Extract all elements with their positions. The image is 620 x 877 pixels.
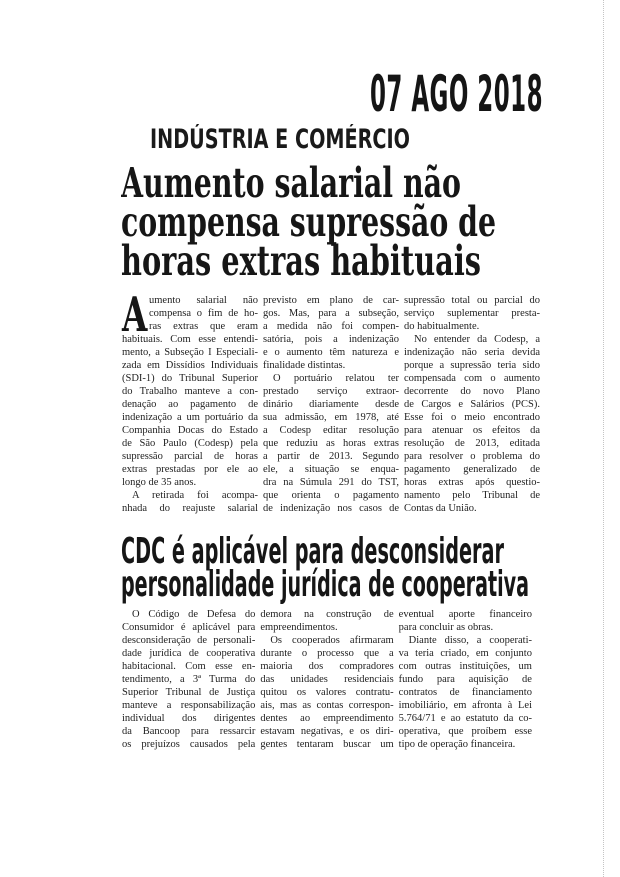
article-text-line: (SDI-1) do Tribunal Superior (122, 373, 258, 384)
article-text-line: fundo para aquisição de (398, 674, 532, 685)
article-text-line: durante o processo que a (260, 648, 394, 659)
article-text-line: compensa o fim de ho- (149, 308, 258, 319)
article-text-line: tipo de operação financeira. (398, 739, 516, 750)
headline-line: personalidade jurídica de cooperativa (121, 564, 529, 605)
article-text-line: que reduziu as horas extras (263, 438, 399, 449)
article-text-line: supressão parcial de horas (122, 451, 258, 462)
article-text-line: nhada do reajuste salarial (122, 503, 258, 514)
article-1-body (122, 287, 540, 516)
article-1-columns (122, 294, 540, 516)
article-text-line: Consumidor é aplicável para (122, 622, 256, 633)
article-text-line: com outras instituições, um (398, 661, 532, 672)
article-text-line: Diante disso, a cooperati- (408, 635, 532, 646)
article-text-line: decorrente do novo Plano (404, 386, 540, 397)
article-text-line: manteve a responsabilização (122, 700, 256, 711)
article-text-line: previsto em plano de car- (263, 295, 399, 306)
article-text-line: extras prestadas por ele ao (122, 464, 258, 475)
article-text-line: umento salarial não (149, 295, 258, 306)
date-stamp (370, 64, 590, 128)
article-text-line: estavam negativas, e os diri- (260, 726, 394, 737)
article-text-line: resolução de 2013, editada (404, 438, 540, 449)
article-text-line: satória, pois a indenização (263, 334, 399, 345)
article-text-line: dra na Súmula 291 do TST, (263, 477, 399, 488)
article-2-headline (121, 531, 561, 611)
article-text-line: gentes tentaram buscar um (260, 739, 394, 750)
headline-row (121, 237, 561, 285)
article-text-line: longo de 35 anos. (122, 477, 197, 488)
article-text-line: mento, a Subseção I Especiali- (122, 347, 258, 358)
article-text-line: O portuário relatou ter (273, 373, 399, 384)
article-text-line: zada em Dissídios Individuais (122, 360, 258, 371)
article-text-line: ras extras que eram (149, 321, 258, 332)
headline-line: CDC é aplicável para desconsiderar (121, 531, 504, 572)
article-text-line: empreendimentos. (260, 622, 338, 633)
article-2-columns (122, 608, 532, 753)
article-text-line: do habitualmente. (404, 321, 480, 332)
drop-cap: A (122, 287, 148, 343)
article-text-line: da Bancoop para ressarcir (122, 726, 256, 737)
article-text-line: gos. Mas, para a subseção, (263, 308, 399, 319)
article-text-line: maioria dos compradores (260, 661, 394, 672)
article-text-line: e o aumento têm natureza e (263, 347, 399, 358)
headline-line: Aumento salarial não (121, 160, 461, 207)
article-text-line: compensada com o aumento (404, 373, 540, 384)
article-text-line: ais, mas as contas correspon- (260, 700, 394, 711)
article-text-line: porque a supressão teria sido (404, 360, 540, 371)
article-text-line: a Codesp editar resolução (263, 425, 399, 436)
article-text-line: eventual aporte financeiro (398, 609, 532, 620)
article-text-line: a partir de 2013. Segundo (263, 451, 399, 462)
article-text-line: Esse foi o meio encontrado (404, 412, 540, 423)
article-text-line: que orienta o pagamento (263, 490, 399, 501)
article-text-line: sua admissão, em 1978, até (263, 412, 399, 423)
article-text-line: denação ao pagamento de (122, 399, 258, 410)
article-text-line: desconsideração de personali- (122, 635, 256, 646)
article-text-line: namento pelo Tribunal de (404, 490, 540, 501)
article-text-line: das unidades residenciais (260, 674, 394, 685)
article-text-line: quitou os valores contratu- (260, 687, 394, 698)
headline-line: compensa supressão de (121, 198, 496, 246)
article-text-line: 5.764/71 e ao estatuto da co- (398, 713, 532, 724)
article-text-line: de São Paulo (Codesp) pela (122, 438, 258, 449)
article-text-line: Contas da União. (404, 503, 477, 514)
article-text-line: demora na construção de (260, 609, 394, 620)
article-text-line: pagamento generalizado de (404, 464, 540, 475)
article-text-line: dade jurídica de cooperativa (122, 648, 256, 659)
section-title-text: INDÚSTRIA E COMÉRCIO (150, 124, 410, 155)
article-text-line: a medida não foi compen- (263, 321, 399, 332)
article-text-line: tendimento, a 3ª Turma do (122, 674, 256, 685)
article-2-body (122, 608, 532, 753)
article-text-line: os prejuízos causados pela (122, 739, 256, 750)
article-text-line: para concluir as obras. (398, 622, 494, 633)
article-text-line: No entender da Codesp, a (414, 334, 540, 345)
article-text-line: habitacional. Com esse en- (122, 661, 256, 672)
article-text-line: O Código de Defesa do (132, 609, 256, 620)
article-text-line: do Trabalho manteve a con- (122, 386, 258, 397)
article-text-line: de Cargos e Salários (PCS). (404, 399, 540, 410)
section-title (150, 124, 450, 160)
article-text-line: A retirada foi acompa- (132, 490, 258, 501)
article-text-line: serviço suplementar presta- (404, 308, 540, 319)
scan-edge-line (603, 0, 604, 877)
article-text-line: individual dos dirigentes (122, 713, 256, 724)
article-text-line: indenização a um portuário da (122, 412, 258, 423)
article-text-line: dinário diariamente desde (263, 399, 399, 410)
article-1-headline (121, 160, 561, 290)
article-text-line: horas extras após questio- (404, 477, 540, 488)
article-text-line: indenização não seria devida (404, 347, 540, 358)
article-text-line: para atenuar os efeitos da (404, 425, 540, 436)
article-text-line: ele, a situação se enqua- (263, 464, 399, 475)
headline-line: horas extras habituais (121, 237, 481, 285)
article-text-line: imobiliário, em afronta à Lei (398, 700, 532, 711)
article-text-line: finalidade distintas. (263, 360, 346, 371)
article-text-line: Companhia Docas do Estado (122, 425, 258, 436)
article-text-line: dentes ao empreendimento (260, 713, 394, 724)
article-text-line: supressão total ou parcial do (404, 295, 540, 306)
headline-row (121, 564, 561, 605)
article-text-line: habituais. Com esse entendi- (122, 334, 258, 345)
date-stamp-text: 07 AGO 2018 (370, 65, 543, 123)
article-text-line: va teria criado, em conjunto (398, 648, 532, 659)
article-text-line: para resolver o problema do (404, 451, 540, 462)
article-text-line: Superior Tribunal de Justiça (122, 687, 256, 698)
article-text-line: contratos de financiamento (398, 687, 532, 698)
article-text-line: prestado serviço extraor- (263, 386, 399, 397)
article-text-line: de indenização nos casos de (263, 503, 399, 514)
article-text-line: operativa, que proíbem esse (398, 726, 532, 737)
article-text-line: Os cooperados afirmaram (270, 635, 394, 646)
